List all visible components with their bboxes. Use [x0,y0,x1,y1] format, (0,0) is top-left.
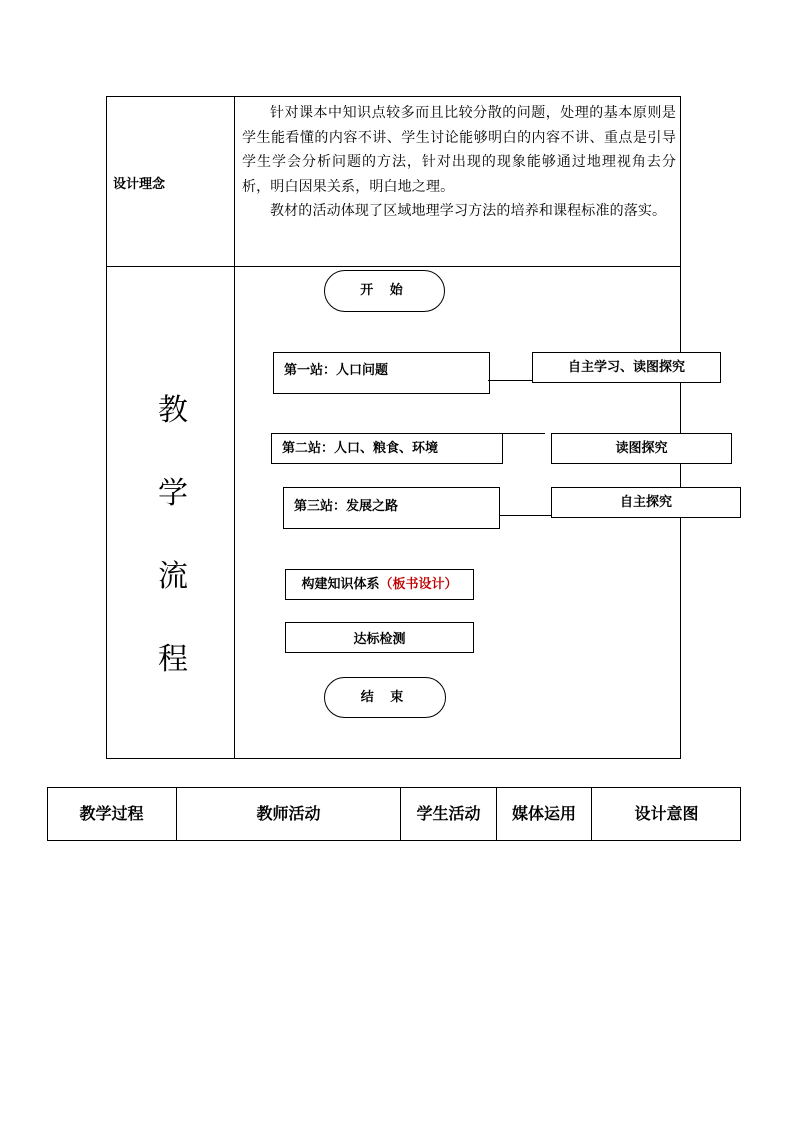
header-media-use: 媒体运用 [511,804,576,823]
assessment-box: 达标检测 [285,622,474,653]
table-row-divider [106,266,681,267]
design-concept-paragraph-2: 教材的活动体现了区域地理学习方法的培养和课程标准的落实。 [270,203,667,219]
teaching-flow-char: 学 [158,476,188,511]
knowledge-system-label: 构建知识体系 [301,577,380,592]
design-concept-paragraph-1: 针对课本中知识点较多而且比较分散的问题，处理的基本原则是学生能看懂的内容不讲、学生讨论能够明白的内容不讲、重点是引导学生学会分析问题的方法，针对出现的现象能够通过地理视角去分析，明白因果关系，明白地之理。 [242,105,676,195]
teaching-flow-label [155,386,191,718]
teaching-flow-char: 教 [158,393,188,428]
board-design-label: （板书设计） [379,577,458,592]
station-1-method-box: 自主学习、读图探究 [532,352,721,383]
design-concept-label: 设计理念 [113,177,166,192]
teaching-flow-char: 程 [158,642,188,677]
station-1-box: 第一站：人口问题 [273,352,490,394]
header-teacher-activity: 教师活动 [256,804,321,823]
teaching-flow-char: 流 [158,559,188,594]
station-3-box: 第三站：发展之路 [283,487,500,529]
flow-start: 开 始 [324,270,445,312]
station-1-connector [488,380,533,381]
header-student-activity: 学生活动 [416,804,481,823]
station-2-connector [502,433,545,434]
station-2-method-box: 读图探究 [551,433,732,464]
design-concept-text [242,101,676,224]
header-teaching-process: 教学过程 [79,804,144,823]
station-3-connector [499,515,552,516]
flow-end: 结 束 [324,677,446,718]
header-design-intent: 设计意图 [634,804,699,823]
station-2-box: 第二站：人口、粮食、环境 [271,433,503,464]
station-3-method-box: 自主探究 [551,487,741,518]
table-column-divider [234,96,235,759]
knowledge-system-box [285,569,474,600]
